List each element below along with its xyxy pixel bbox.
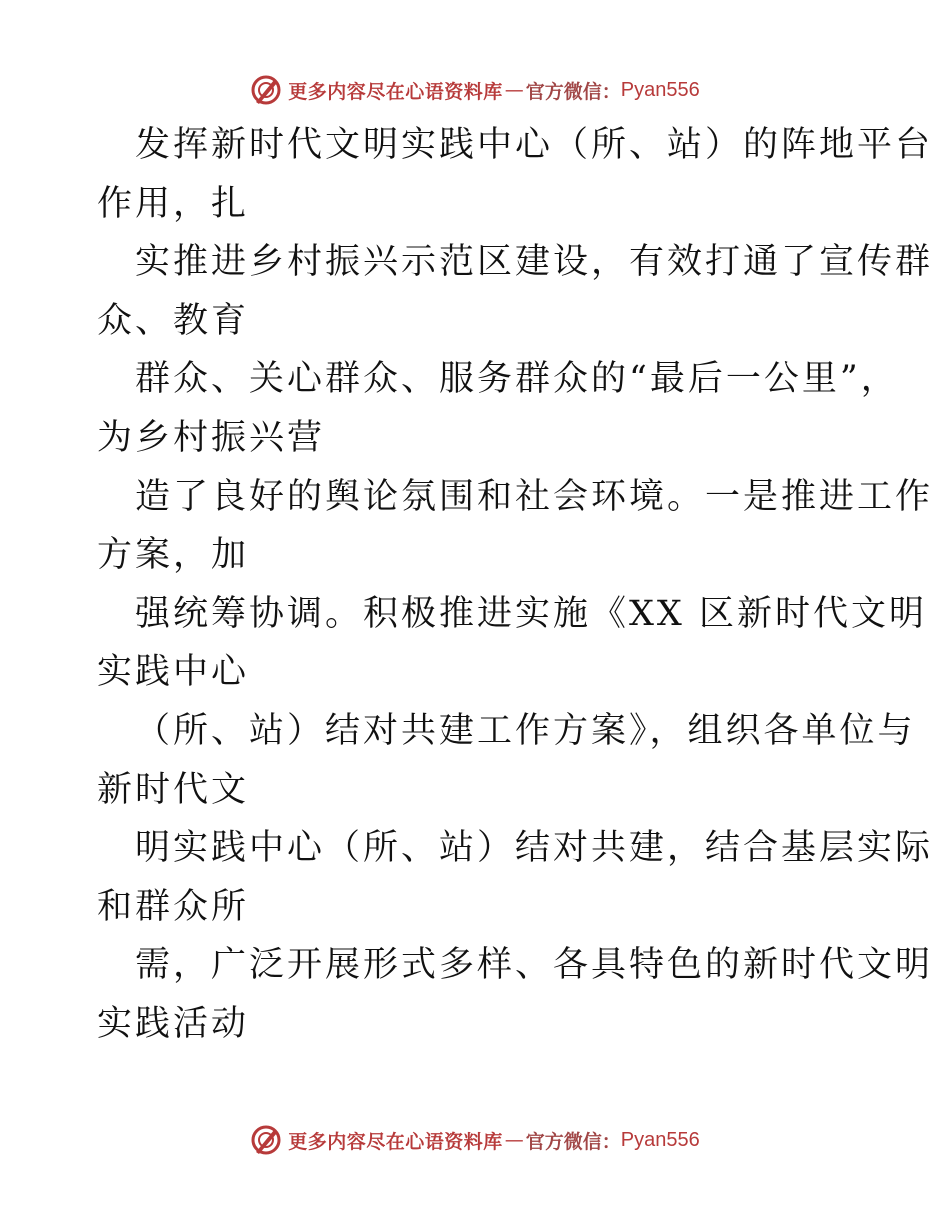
watermark-separator: — (504, 79, 524, 101)
text-line: 群众、关心群众、服务群众的“最后一公里”， (135, 359, 899, 400)
pen-logo-icon (250, 1124, 282, 1156)
text-line: 造了良好的舆论氛围和社会环境。一是推进工作 (135, 476, 934, 517)
text-line: 和群众所 (97, 886, 250, 927)
watermark-account-id: Pyan556 (620, 1128, 700, 1151)
text-line: 强统筹协调。积极推进实施《XX 区新时代文明 (135, 593, 927, 634)
header-watermark (0, 70, 950, 110)
text-line: 实践中心 (97, 652, 250, 693)
text-line: 众、教育 (97, 300, 250, 341)
text-line: 方案，加 (97, 535, 250, 576)
document-body (97, 116, 934, 1054)
text-line: 明实践中心（所、站）结对共建，结合基层实际 (135, 828, 934, 869)
footer-watermark (0, 1120, 950, 1160)
text-line: 为乡村振兴营 (97, 417, 326, 458)
text-line: 实推进乡村振兴示范区建设，有效打通了宣传群 (135, 242, 934, 283)
watermark-main-text: 更多内容尽在心语资料库 (288, 80, 503, 103)
text-line: 作用，扎 (97, 183, 250, 224)
pen-logo-icon (250, 74, 282, 106)
watermark-separator: — (504, 1129, 524, 1151)
watermark-account-id: Pyan556 (620, 78, 700, 101)
text-line: 实践活动 (97, 1003, 250, 1044)
text-line: 需，广泛开展形式多样、各具特色的新时代文明 (135, 945, 934, 986)
text-line: 新时代文 (97, 769, 250, 810)
text-line: （所、站）结对共建工作方案》，组织各单位与 (135, 710, 916, 751)
watermark-main-text: 更多内容尽在心语资料库 (288, 1130, 503, 1153)
text-line: 发挥新时代文明实践中心（所、站）的阵地平台 (135, 125, 934, 165)
watermark-sub-text: 官方微信： (525, 1130, 621, 1153)
watermark-sub-text: 官方微信： (525, 80, 621, 103)
